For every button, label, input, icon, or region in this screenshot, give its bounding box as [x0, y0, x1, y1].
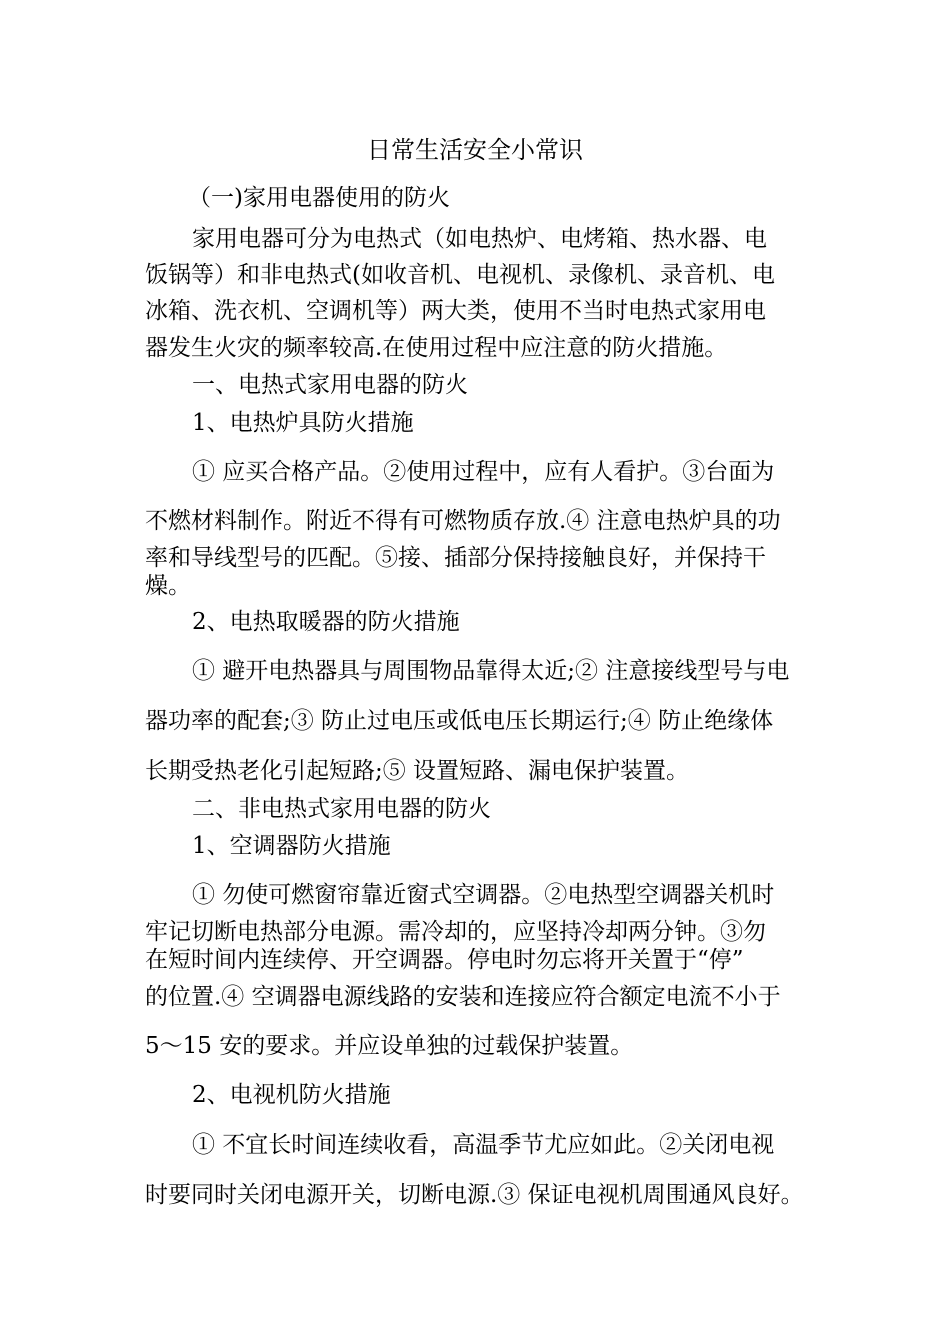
paragraph-line: 5～15 安的要求。并应设单独的过载保护装置。: [145, 1033, 634, 1059]
paragraph-line: 冰箱、洗衣机、空调机等）两大类，使用不当时电热式家用电: [145, 298, 766, 324]
paragraph-line: 器发生火灾的频率较高.在使用过程中应注意的防火措施。: [145, 335, 728, 361]
paragraph-line: 长期受热老化引起短路;⑤ 设置短路、漏电保护装置。: [145, 758, 690, 784]
paragraph-line: 饭锅等）和非电热式(如收音机、电视机、录像机、录音机、电: [145, 262, 775, 288]
paragraph-line: 的位置.④ 空调器电源线路的安装和连接应符合额定电流不小于: [145, 984, 781, 1010]
paragraph-line: 家用电器可分为电热式（如电热炉、电烤箱、热水器、电: [192, 226, 767, 252]
subsection-heading: 1、电热炉具防火措施: [192, 410, 414, 436]
subsection-heading: 2、电视机防火措施: [192, 1082, 391, 1108]
paragraph-line: ① 应买合格产品。②使用过程中，应有人看护。③台面为: [192, 459, 775, 485]
section-heading: 二、非电热式家用电器的防火: [192, 796, 491, 822]
paragraph-line: 率和导线型号的匹配。⑤接、插部分保持接触良好，并保持干: [145, 545, 766, 571]
section-heading: 一、电热式家用电器的防火: [192, 372, 468, 398]
paragraph-line: ① 勿使可燃窗帘靠近窗式空调器。②电热型空调器关机时: [192, 882, 775, 908]
document-title: 日常生活安全小常识: [367, 136, 583, 164]
subsection-heading: 2、电热取暖器的防火措施: [192, 609, 460, 635]
paragraph-line: 器功率的配套;③ 防止过电压或低电压长期运行;④ 防止绝缘体: [145, 708, 774, 734]
paragraph-line: ① 避开电热器具与周围物品靠得太近;② 注意接线型号与电: [192, 658, 790, 684]
paragraph-line: 不燃材料制作。附近不得有可燃物质存放.④ 注意电热炉具的功: [145, 508, 781, 534]
paragraph-line: 燥。: [145, 573, 191, 599]
paragraph-line: ① 不宜长时间连续收看，高温季节尤应如此。②关闭电视: [192, 1132, 775, 1158]
section-heading: （一)家用电器使用的防火: [188, 185, 450, 211]
paragraph-line: 在短时间内连续停、开空调器。停电时勿忘将开关置于“停”: [145, 947, 744, 973]
paragraph-line: 时要同时关闭电源开关，切断电源.③ 保证电视机周围通风良好。: [145, 1182, 804, 1208]
paragraph-line: 牢记切断电热部分电源。需冷却的，应坚持冷却两分钟。③勿: [145, 919, 766, 945]
subsection-heading: 1、空调器防火措施: [192, 833, 391, 859]
